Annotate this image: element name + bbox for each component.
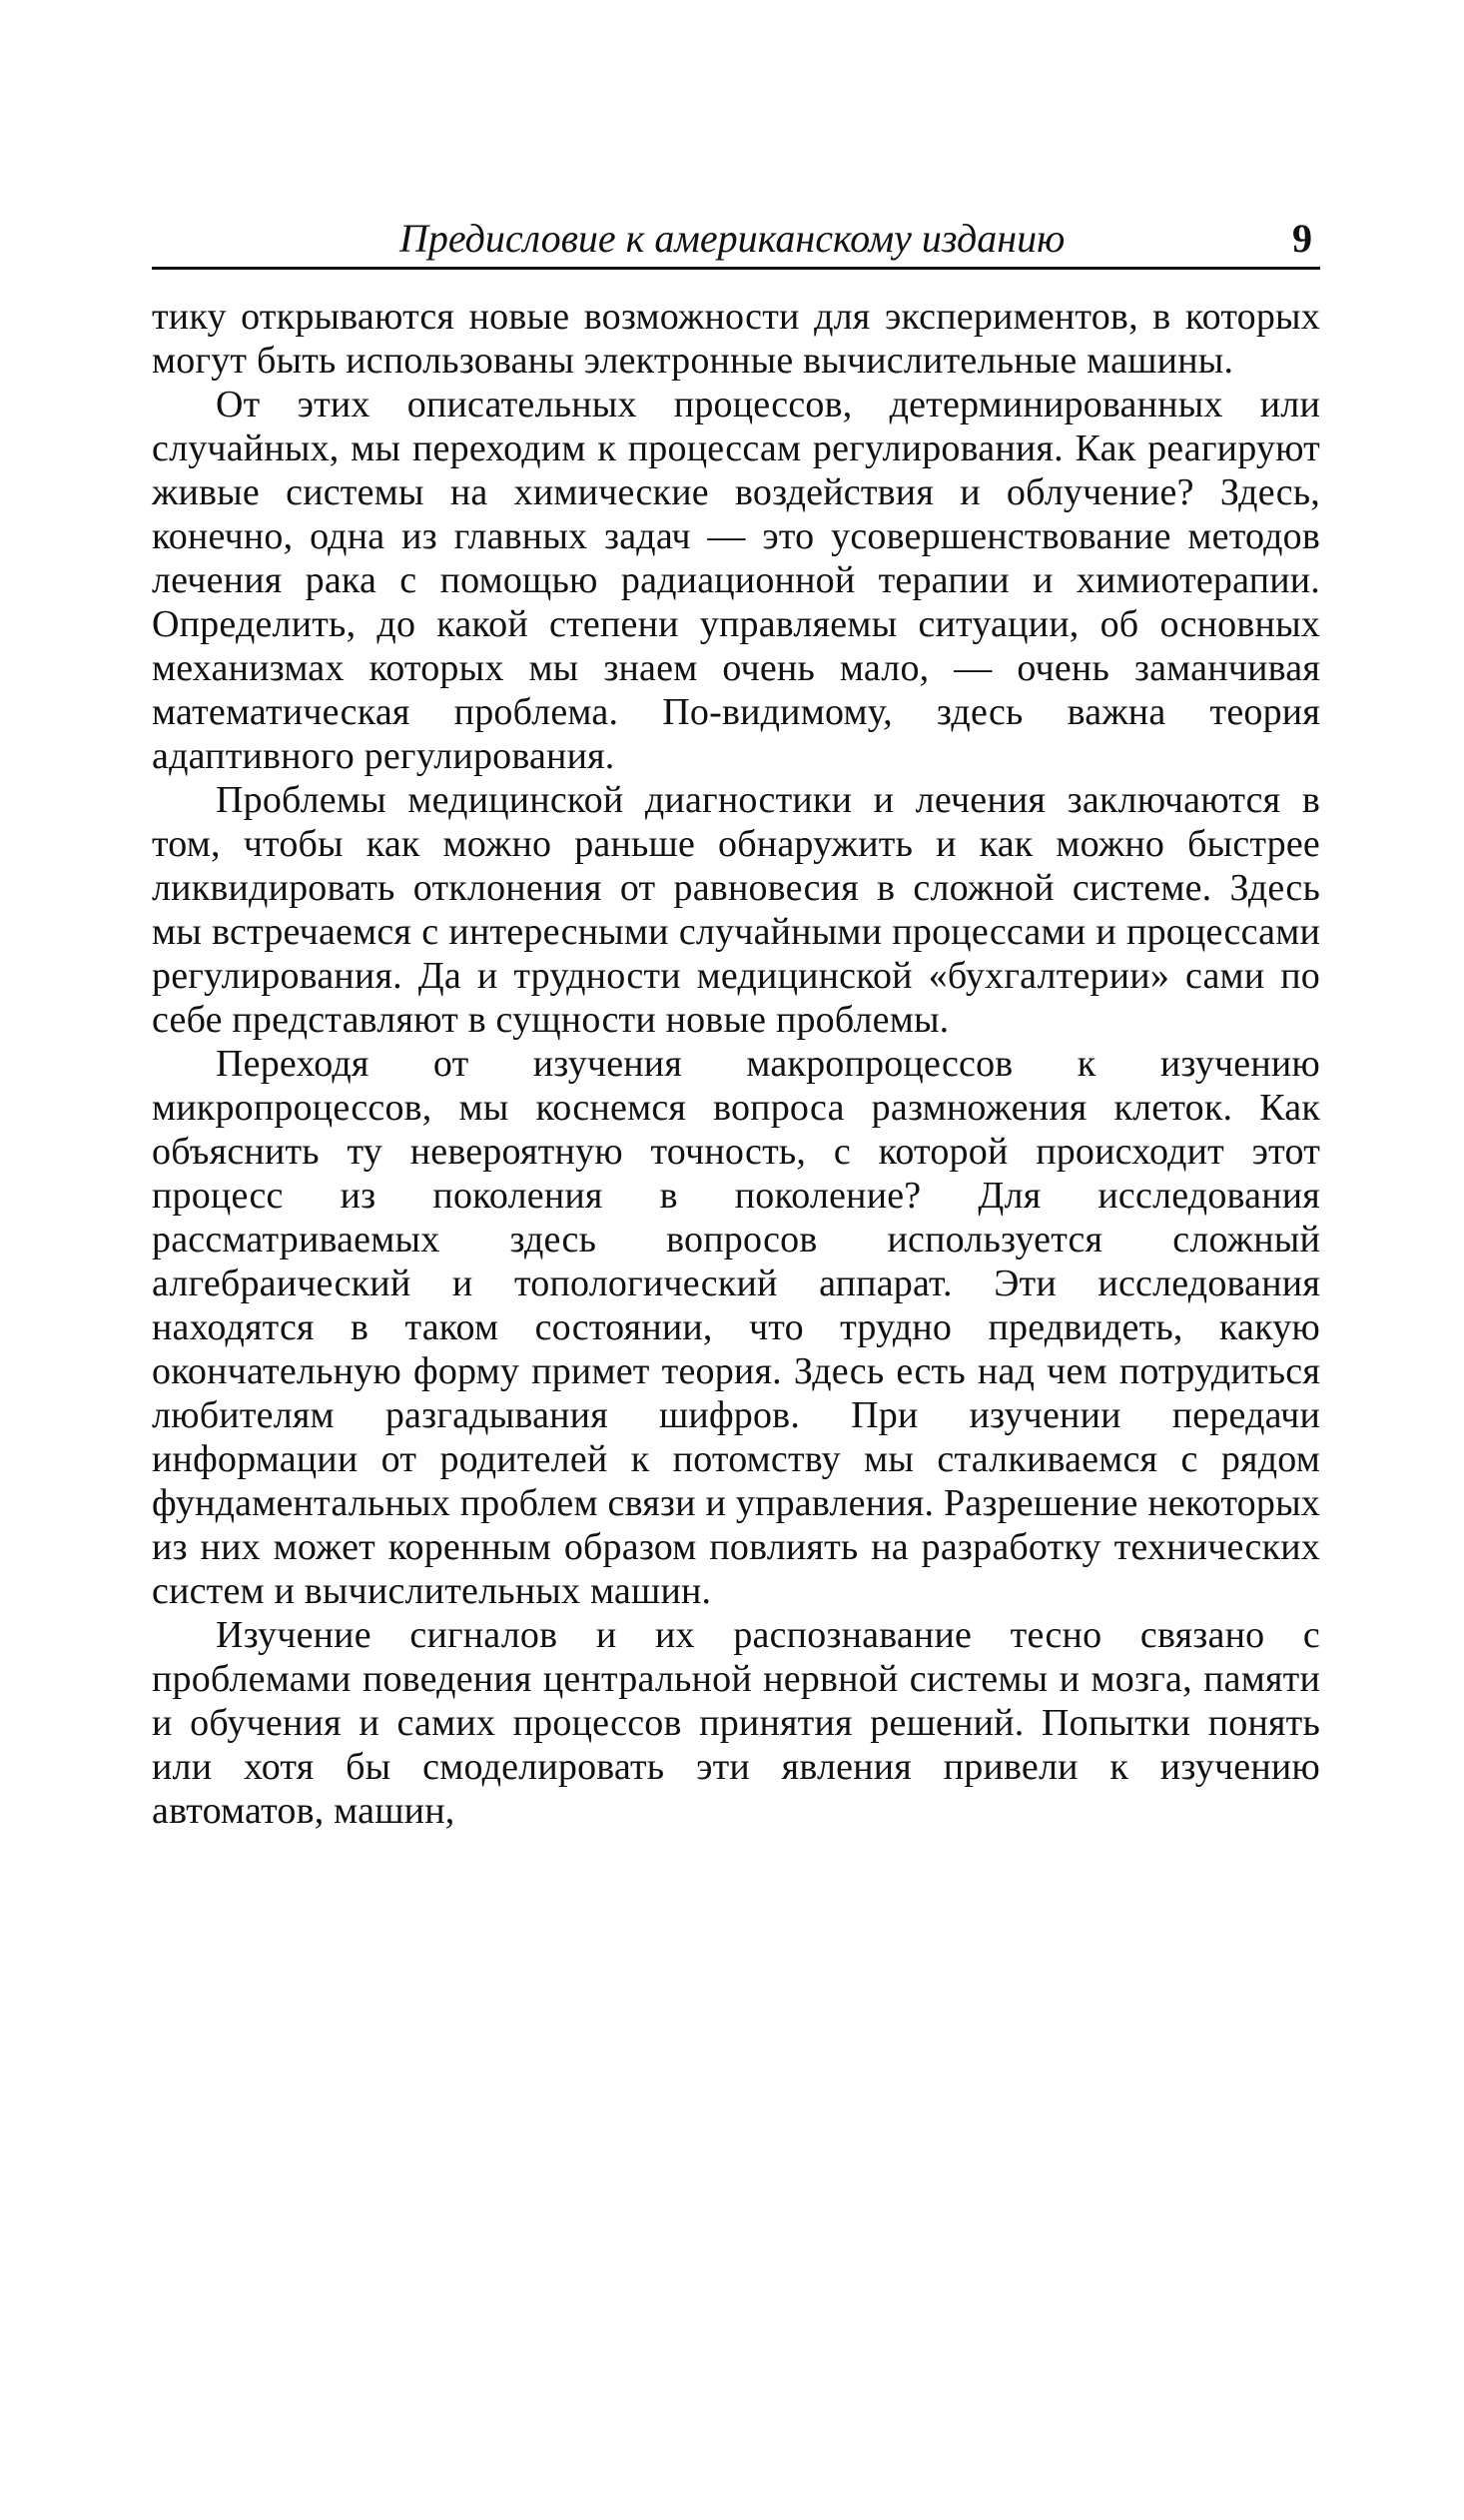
page-number: 9	[1292, 216, 1312, 261]
running-head	[152, 215, 1320, 270]
paragraph-continuation: тику открываются новые возможности для экспериментов, в которых могут быть использованы электронные вычислительные машины.	[152, 296, 1320, 382]
running-title: Предисловие к американскому изданию	[399, 216, 1066, 261]
book-page	[152, 215, 1320, 1833]
paragraph-diagnostics: Проблемы медицинской диагностики и лечения заключаются в том, чтобы как можно раньше обнаружить и как можно быстрее ликвидировать отклонения от равновесия в сложной системе. Здесь мы встречаемся с интересными случайными процессами и процессами регулирования. Да и трудности медицинской «бухгалтерии» сами по себе представляют в сущности новые проблемы.	[152, 779, 1320, 1041]
paragraph-regulation: От этих описательных процессов, детерминированных или случайных, мы переходим к процессам регулирования. Как реагируют живые системы на химические воздействия и облучение? Здесь, конечно, одна из главных задач — это усовершенствование методов лечения рака с помощью радиационной терапии и химиотерапии. Определить, до какой степени управляемы ситуации, об основных механизмах которых мы знаем очень мало, — очень заманчивая математическая проблема. По-видимому, здесь важна теория адаптивного регулирования.	[152, 384, 1320, 777]
paragraph-signals: Изучение сигналов и их распознавание тесно связано с проблемами поведения центральной нервной системы и мозга, памяти и обучения и самих процессов принятия решений. Попытки понять или хотя бы смоделировать эти явления привели к изучению автоматов, машин,	[152, 1614, 1320, 1832]
body-text	[152, 295, 1320, 1833]
paragraph-cell-reproduction: Переходя от изучения макропроцессов к изучению микропроцессов, мы коснемся вопроса размножения клеток. Как объяснить ту невероятную точность, с которой происходит этот процесс из поколения в поколение? Для исследования рассматриваемых здесь вопросов используется сложный алгебраический и топологический аппарат. Эти исследования находятся в таком состоянии, что трудно предвидеть, какую окончательную форму примет теория. Здесь есть над чем потрудиться любителям разгадывания шифров. При изучении передачи информации от родителей к потомству мы сталкиваемся с рядом фундаментальных проблем связи и управления. Разрешение некоторых из них может коренным образом повлиять на разработку технических систем и вычислительных машин.	[152, 1043, 1320, 1612]
